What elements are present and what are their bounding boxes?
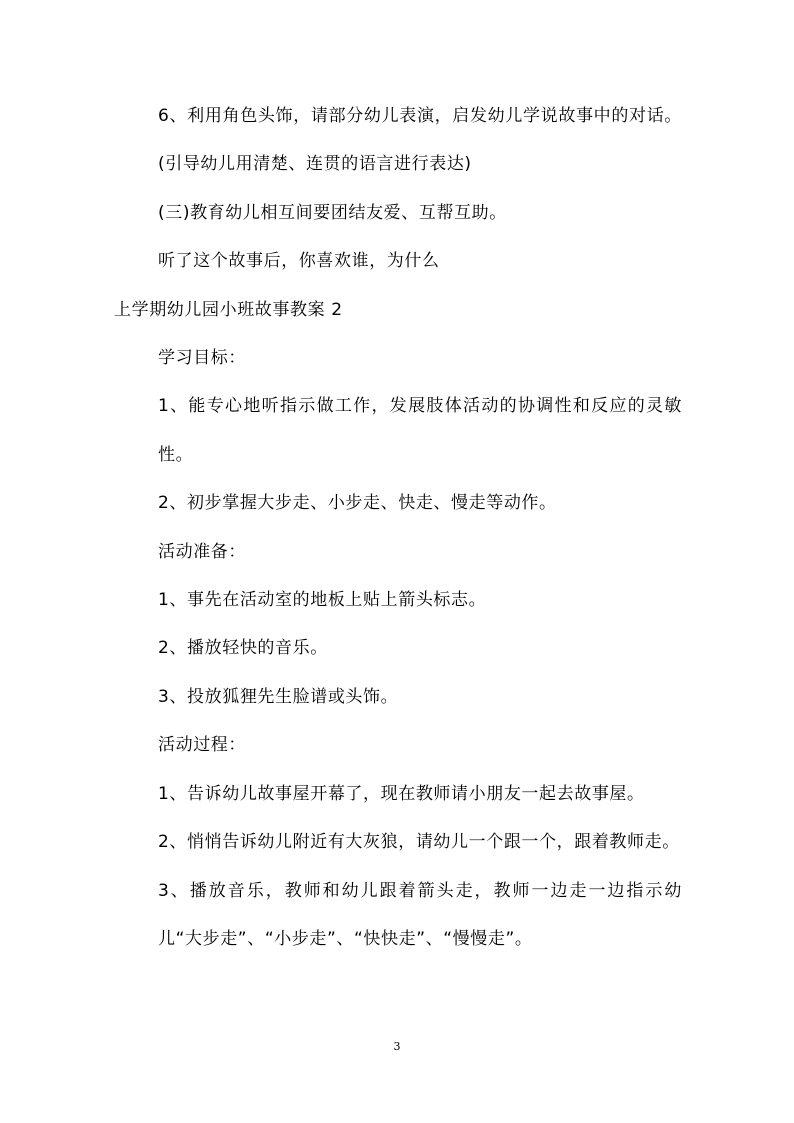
paragraph-prep-1: 1、事先在活动室的地板上贴上箭头标志。 xyxy=(158,590,487,611)
paragraph-goal-2: 2、初步掌握大步走、小步走、快走、慢走等动作。 xyxy=(158,493,557,514)
paragraph-question: 听了这个故事后，你喜欢谁，为什么 xyxy=(158,251,440,272)
paragraph-process-2: 2、悄悄告诉幼儿附近有大灰狼，请幼儿一个跟一个，跟着教师走。 xyxy=(158,832,680,853)
heading-activity-process: 活动过程： xyxy=(158,735,246,756)
page-number: 3 xyxy=(393,1040,401,1053)
paragraph-process-1: 1、告诉幼儿故事屋开幕了，现在教师请小朋友一起去故事屋。 xyxy=(158,783,645,804)
paragraph-unity-education: (三)教育幼儿相互间要团结友爱、互帮互助。 xyxy=(158,202,507,223)
paragraph-goal-1: 1、能专心地听指示做工作，发展肢体活动的协调性和反应的灵敏性。 xyxy=(158,396,682,465)
heading-learning-goals: 学习目标： xyxy=(158,348,246,369)
section-title-lesson-2: 上学期幼儿园小班故事教案 2 xyxy=(114,299,343,320)
paragraph-role-play: 6、利用角色头饰，请部分幼儿表演，启发幼儿学说故事中的对话。(引导幼儿用清楚、连贯的语言进行表达) xyxy=(158,106,682,175)
heading-activity-preparation: 活动准备： xyxy=(158,541,246,562)
paragraph-process-3: 3、播放音乐，教师和幼儿跟着箭头走，教师一边走一边指示幼儿“大步走”、“小步走”、“快快走”、“慢慢走”。 xyxy=(158,880,682,949)
paragraph-prep-2: 2、播放轻快的音乐。 xyxy=(158,638,328,659)
paragraph-prep-3: 3、投放狐狸先生脸谱或头饰。 xyxy=(158,686,399,707)
document-body xyxy=(114,92,682,963)
